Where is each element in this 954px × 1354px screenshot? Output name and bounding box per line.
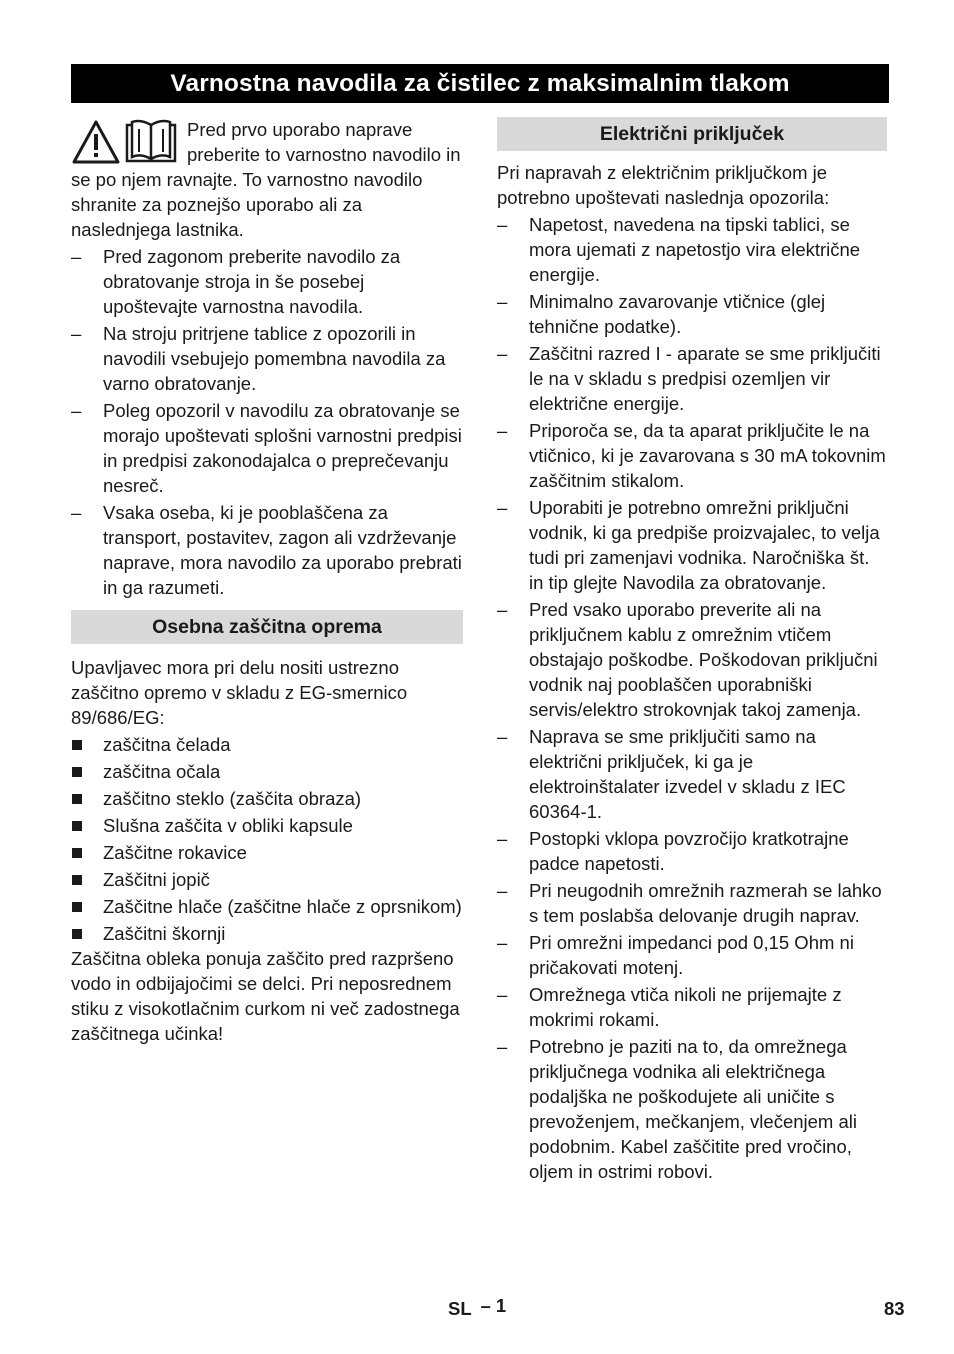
footer-language: SL	[448, 1298, 472, 1319]
list-item: – Pred zagonom preberite navodilo za obratovanje stroja in še posebej upoštevajte varnostna navodila.	[71, 244, 463, 319]
closing-text: Zaščitna obleka ponuja zaščito pred razpršeno vodo in odbijajočimi se delci. Pri neposrednem stiku z visokotlačnim curkom ni več zadostnega zaščitnega učinka!	[71, 948, 460, 1044]
footer-page-number: 83	[884, 1298, 905, 1319]
warning-triangle-icon	[71, 119, 121, 165]
list-item: zaščitna očala	[71, 759, 463, 784]
list-item: Slušna zaščita v obliki kapsule	[71, 813, 463, 838]
equipment-list	[71, 732, 463, 946]
list-item: – Potrebno je paziti na to, da omrežnega priključnega vodnika ali električnega podaljška ne poškodujete ali uničite s prevoženjem, mečkanjem, vlečenjem ali podobnim. Kabel zaščitite pred vročino, oljem in ostrimi robovi.	[497, 1034, 887, 1184]
list-item: – Pri omrežni impedanci pod 0,15 Ohm ni pričakovati motenj.	[497, 930, 887, 980]
footer-page-marker	[448, 1295, 507, 1320]
list-item: Zaščitne rokavice	[71, 840, 463, 865]
list-item: – Pri neugodnih omrežnih razmerah se lahko s tem poslabša delovanje drugih naprav.	[497, 878, 887, 928]
section-heading-electrical-connection: Električni priključek	[497, 117, 887, 151]
warning-icons	[71, 119, 179, 165]
intro-text: Pred prvo uporabo naprave preberite to varnostno navodilo in se po njem ravnajte. To varnostno navodilo shranite za poznejšo uporabo ali za naslednjega lastnika.	[71, 119, 461, 240]
list-item: Zaščitne hlače (zaščitne hlače z oprsnikom)	[71, 894, 463, 919]
electrical-list	[497, 212, 887, 1184]
left-column	[71, 117, 463, 1046]
page-title: Varnostna navodila za čistilec z maksimalnim tlakom	[71, 64, 889, 103]
list-item: – Uporabiti je potrebno omrežni priključni vodnik, ki ga predpiše proizvajalec, to velja tudi pri zamenjavi vodnika. Naročniška št. in tip glejte Navodila za obratovanje.	[497, 495, 887, 595]
list-item: – Napetost, navedena na tipski tablici, se mora ujemati z napetostjo vira električne energije.	[497, 212, 887, 287]
list-item: – Postopki vklopa povzročijo kratkotrajne padce napetosti.	[497, 826, 887, 876]
intro-block	[71, 117, 463, 242]
intro-list	[71, 244, 463, 600]
list-item: – Na stroju pritrjene tablice z opozorili in navodili vsebujejo pomembna navodila za varno obratovanje.	[71, 321, 463, 396]
list-item: – Zaščitni razred I - aparate se sme priključiti le na v skladu s predpisi ozemljen vir električne energije.	[497, 341, 887, 416]
footer-page-label: – 1	[480, 1295, 507, 1316]
list-item: – Minimalno zavarovanje vtičnice (glej tehnične podatke).	[497, 289, 887, 339]
list-item: Zaščitni jopič	[71, 867, 463, 892]
list-item: – Naprava se sme priključiti samo na električni priključek, ki ga je elektroinštalater izvedel v skladu z IEC 60364-1.	[497, 724, 887, 824]
list-item: zaščitna čelada	[71, 732, 463, 757]
list-item: – Pred vsako uporabo preverite ali na priključnem kablu z omrežnim vtičem obstajajo poškodbe. Poškodovan priključni vodnik naj pooblaščen uporabniški servis/elektro strokovnjak takoj zamenja.	[497, 597, 887, 722]
manual-book-icon	[125, 119, 177, 165]
section-intro: Upavljavec mora pri delu nositi ustrezno zaščitno opremo v skladu z EG-smernico 89/686/EG:	[71, 657, 408, 728]
list-item: – Priporoča se, da ta aparat priključite le na vtičnico, ki je zavarovana s 30 mA tokovnim zaščitnim stikalom.	[497, 418, 887, 493]
list-item: – Poleg opozoril v navodilu za obratovanje se morajo upoštevati splošni varnostni predpisi in predpisi zakonodajalca o preprečevanju nesreč.	[71, 398, 463, 498]
list-item: – Omrežnega vtiča nikoli ne prijemajte z mokrimi rokami.	[497, 982, 887, 1032]
section-intro: Pri napravah z električnim priključkom je potrebno upoštevati naslednja opozorila:	[497, 162, 830, 208]
list-item: – Vsaka oseba, ki je pooblaščena za transport, postavitev, zagon ali vzdrževanje naprave, mora navodilo za uporabo prebrati in ga razumeti.	[71, 500, 463, 600]
section-heading-protective-equipment: Osebna zaščitna oprema	[71, 610, 463, 644]
right-column	[497, 117, 887, 1184]
list-item: zaščitno steklo (zaščita obraza)	[71, 786, 463, 811]
list-item: Zaščitni škornji	[71, 921, 463, 946]
